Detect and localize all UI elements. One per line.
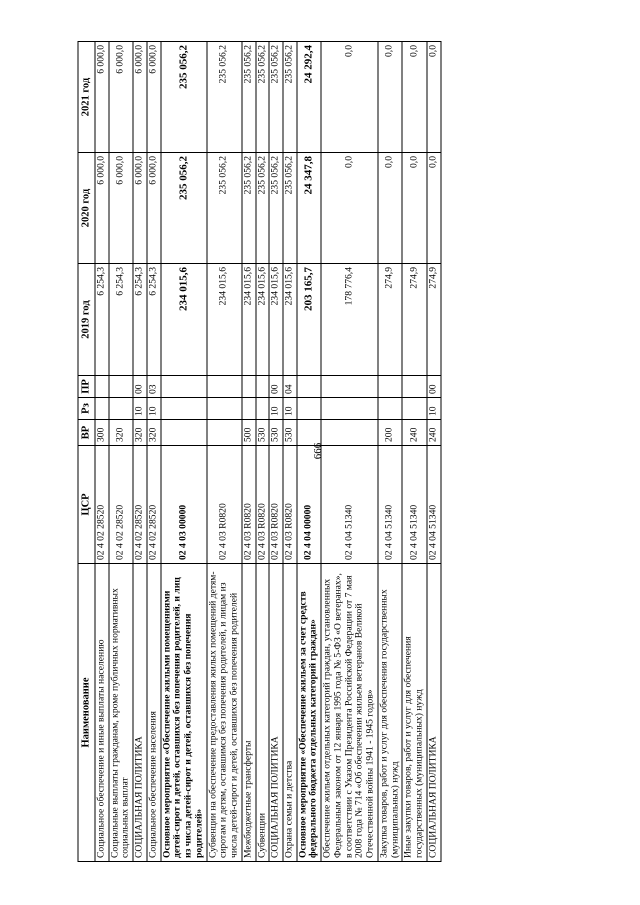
cell-pr: 00 (133, 376, 147, 398)
cell-2019: 234 015,6 (207, 264, 242, 376)
cell-pr (207, 376, 242, 398)
cell-csr: 02 4 04 51340 (321, 446, 378, 564)
cell-rz (161, 398, 207, 420)
cell-2019: 274,9 (427, 264, 441, 376)
cell-2021: 6 000,0 (95, 42, 109, 153)
cell-pr (297, 376, 321, 398)
cell-vr (161, 420, 207, 446)
cell-vr: 530 (269, 420, 283, 446)
table-body (95, 42, 441, 862)
cell-2020: 235 056,2 (256, 153, 270, 264)
cell-2019: 6 254,3 (133, 264, 147, 376)
cell-vr: 320 (109, 420, 133, 446)
cell-name: Обеспечение жильем отдельных категорий граждан, установленных Федеральным законом от 12 января 1995 года № 5-ФЗ «О ветеранах», в соответствии с Указом Президента Российской Федерации от 7 мая 2008 года № 714 «Об обеспечении жильем ветеранов Великой Отечественной войны 1941 - 1945 годов» (321, 564, 378, 862)
cell-vr: 240 (402, 420, 426, 446)
table-row (133, 42, 147, 862)
cell-2019: 274,9 (378, 264, 402, 376)
cell-2019: 234 015,6 (161, 264, 207, 376)
cell-name: Субвенции на обеспечение предоставления жилых помещений детям-сиротам и детям, оставшимся без попечения родителей, и лицам из числа детей-сирот и детей, оставшихся без попечения родителей (207, 564, 242, 862)
cell-name: СОЦИАЛЬНАЯ ПОЛИТИКА (427, 564, 441, 862)
cell-2020: 24 347,8 (297, 153, 321, 264)
cell-rz (256, 398, 270, 420)
cell-pr (161, 376, 207, 398)
table-row (427, 42, 441, 862)
cell-vr: 500 (242, 420, 256, 446)
cell-csr: 02 4 03 R0820 (269, 446, 283, 564)
cell-rz: 10 (147, 398, 161, 420)
cell-csr: 02 4 04 51340 (378, 446, 402, 564)
cell-csr: 02 4 02 28520 (133, 446, 147, 564)
cell-name: Межбюджетные трансферты (242, 564, 256, 862)
cell-pr (109, 376, 133, 398)
cell-pr (95, 376, 109, 398)
cell-2019: 178 776,4 (321, 264, 378, 376)
cell-name: СОЦИАЛЬНАЯ ПОЛИТИКА (269, 564, 283, 862)
cell-rz (297, 398, 321, 420)
cell-rz (242, 398, 256, 420)
cell-2020: 235 056,2 (242, 153, 256, 264)
cell-name: СОЦИАЛЬНАЯ ПОЛИТИКА (133, 564, 147, 862)
table-row (161, 42, 207, 862)
cell-vr: 530 (256, 420, 270, 446)
cell-csr: 02 4 02 28520 (147, 446, 161, 564)
cell-csr: 02 4 02 28520 (95, 446, 109, 564)
cell-csr: 02 4 03 00000 (161, 446, 207, 564)
cell-2019: 203 165,7 (297, 264, 321, 376)
cell-2020: 0,0 (402, 153, 426, 264)
table-row (147, 42, 161, 862)
cell-2019: 234 015,6 (256, 264, 270, 376)
rotated-table-container (78, 42, 633, 862)
cell-2020: 0,0 (378, 153, 402, 264)
cell-name: Основное мероприятие «Обеспечение жильем за счет средств федерального бюджета отдельных категорий граждан» (297, 564, 321, 862)
table-row (95, 42, 109, 862)
cell-2019: 234 015,6 (269, 264, 283, 376)
cell-2020: 235 056,2 (161, 153, 207, 264)
cell-2021: 235 056,2 (207, 42, 242, 153)
header-2021: 2021 год (78, 42, 95, 153)
cell-2021: 6 000,0 (133, 42, 147, 153)
cell-2020: 0,0 (321, 153, 378, 264)
cell-rz (402, 398, 426, 420)
header-2020: 2020 год (78, 153, 95, 264)
cell-rz (109, 398, 133, 420)
cell-2021: 6 000,0 (147, 42, 161, 153)
header-vr: ВР (78, 420, 95, 446)
cell-2019: 6 254,3 (147, 264, 161, 376)
cell-pr (256, 376, 270, 398)
cell-vr: 530 (283, 420, 297, 446)
cell-pr (378, 376, 402, 398)
cell-2020: 235 056,2 (269, 153, 283, 264)
cell-vr: 200 (378, 420, 402, 446)
cell-2021: 235 056,2 (256, 42, 270, 153)
cell-name: Основное мероприятие «Обеспечение жилыми помещениями детей-сирот и детей, оставшихся без попечения родителей, и лиц из числа детей-сирот и детей, оставшихся без попечения родителей» (161, 564, 207, 862)
cell-2021: 0,0 (378, 42, 402, 153)
table-row (378, 42, 402, 862)
table-row (321, 42, 378, 862)
cell-2021: 235 056,2 (242, 42, 256, 153)
header-csr: ЦСР (78, 446, 95, 564)
cell-2020: 6 000,0 (109, 153, 133, 264)
table-row (256, 42, 270, 862)
budget-table (78, 41, 442, 862)
cell-name: Социальное обеспечение и иные выплаты населению (95, 564, 109, 862)
cell-name: Иные закупки товаров, работ и услуг для обеспечения государственных (муниципальных) нужд (402, 564, 426, 862)
cell-pr: 00 (427, 376, 441, 398)
cell-2021: 235 056,2 (269, 42, 283, 153)
cell-2020: 235 056,2 (207, 153, 242, 264)
cell-2019: 274,9 (402, 264, 426, 376)
cell-rz: 10 (133, 398, 147, 420)
cell-csr: 02 4 03 R0820 (242, 446, 256, 564)
header-pr: ПР (78, 376, 95, 398)
table-row (242, 42, 256, 862)
cell-2021: 0,0 (402, 42, 426, 153)
cell-2019: 234 015,6 (242, 264, 256, 376)
cell-vr (297, 420, 321, 446)
cell-2020: 6 000,0 (147, 153, 161, 264)
cell-pr: 00 (269, 376, 283, 398)
table-row (207, 42, 242, 862)
header-name: Наименование (78, 564, 95, 862)
cell-name: Закупка товаров, работ и услуг для обеспечения государственных (муниципальных) нужд (378, 564, 402, 862)
cell-2019: 6 254,3 (109, 264, 133, 376)
cell-2021: 0,0 (321, 42, 378, 153)
cell-vr: 240 (427, 420, 441, 446)
cell-rz (321, 398, 378, 420)
cell-rz (378, 398, 402, 420)
cell-name: Охрана семьи и детства (283, 564, 297, 862)
cell-2020: 6 000,0 (133, 153, 147, 264)
cell-rz (95, 398, 109, 420)
cell-2021: 0,0 (427, 42, 441, 153)
cell-name: Субвенции (256, 564, 270, 862)
cell-2021: 235 056,2 (161, 42, 207, 153)
cell-vr: 320 (147, 420, 161, 446)
cell-vr: 300 (95, 420, 109, 446)
cell-pr (321, 376, 378, 398)
cell-vr: 320 (133, 420, 147, 446)
cell-2021: 6 000,0 (109, 42, 133, 153)
table-row (283, 42, 297, 862)
cell-2021: 235 056,2 (283, 42, 297, 153)
cell-rz: 10 (269, 398, 283, 420)
cell-2019: 6 254,3 (95, 264, 109, 376)
cell-csr: 02 4 02 28520 (109, 446, 133, 564)
cell-csr: 02 4 03 R0820 (256, 446, 270, 564)
cell-2019: 234 015,6 (283, 264, 297, 376)
table-header-row (78, 42, 95, 862)
cell-name: Социальные выплаты гражданам, кроме публичных нормативных социальных выплат (109, 564, 133, 862)
table-row (269, 42, 283, 862)
cell-2020: 0,0 (427, 153, 441, 264)
cell-name: Социальное обеспечение населения (147, 564, 161, 862)
cell-csr: 02 4 03 R0820 (207, 446, 242, 564)
cell-csr: 02 4 04 51340 (427, 446, 441, 564)
page-number: 666 (312, 442, 324, 460)
cell-csr: 02 4 04 51340 (402, 446, 426, 564)
cell-pr: 04 (283, 376, 297, 398)
header-rz: Рз (78, 398, 95, 420)
cell-rz: 10 (427, 398, 441, 420)
table-row (402, 42, 426, 862)
cell-2020: 235 056,2 (283, 153, 297, 264)
table-row (109, 42, 133, 862)
cell-pr (242, 376, 256, 398)
cell-pr: 03 (147, 376, 161, 398)
cell-csr: 02 4 03 R0820 (283, 446, 297, 564)
cell-2021: 24 292,4 (297, 42, 321, 153)
cell-vr (321, 420, 378, 446)
cell-pr (402, 376, 426, 398)
cell-2020: 6 000,0 (95, 153, 109, 264)
header-2019: 2019 год (78, 264, 95, 376)
cell-rz (207, 398, 242, 420)
cell-csr: 02 4 04 00000 (297, 446, 321, 564)
cell-vr (207, 420, 242, 446)
table-row (297, 42, 321, 862)
cell-rz: 10 (283, 398, 297, 420)
